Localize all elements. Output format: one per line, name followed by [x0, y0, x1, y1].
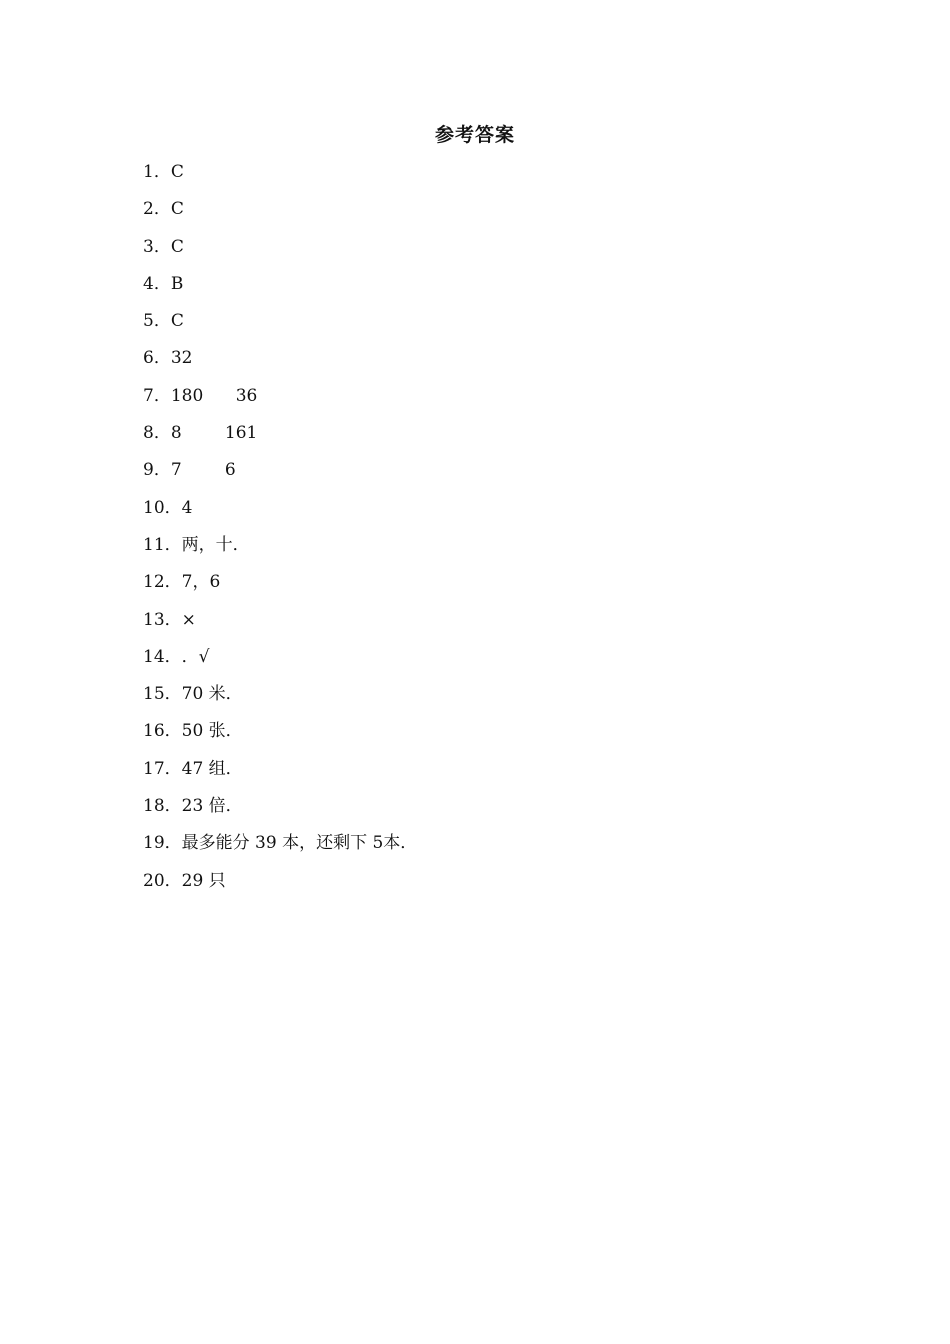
answer-item-6 [143, 346, 417, 383]
answer-item-1 [143, 160, 417, 197]
answer-item-12 [143, 570, 417, 607]
answer-value: ．√ [181, 646, 210, 667]
answer-number: 5． [143, 311, 171, 332]
answer-number: 14． [143, 646, 182, 667]
answer-item-20 [143, 869, 417, 906]
answer-value: C [170, 162, 184, 182]
answer-value: 7 6 [170, 460, 236, 481]
answer-item-18 [143, 794, 417, 831]
answer-number: 9． [143, 460, 171, 481]
answer-number: 15． [143, 684, 182, 705]
answer-item-10 [143, 496, 417, 533]
answer-number: 2． [143, 199, 171, 220]
answer-item-9 [143, 458, 417, 495]
answer-value: 29 只 [181, 870, 226, 891]
answer-item-3 [143, 235, 417, 272]
answer-value: 7，6 [181, 572, 221, 593]
answer-value: 50 张． [181, 721, 243, 742]
answer-item-16 [143, 719, 417, 756]
page-title: 参考答案 [434, 124, 515, 146]
answer-number: 3． [143, 236, 171, 257]
answer-value: 8 161 [170, 423, 258, 444]
answer-number: 6． [143, 348, 171, 369]
answer-item-19 [143, 831, 417, 868]
answer-number: 8． [143, 423, 171, 444]
answer-number: 19． [143, 833, 182, 854]
answer-number: 20． [143, 870, 182, 891]
answer-value: 32 [170, 348, 193, 369]
answer-value: 180 36 [170, 385, 258, 406]
answer-value: 47 组． [181, 758, 243, 779]
answer-number: 13． [143, 609, 182, 630]
answer-item-14 [143, 645, 417, 682]
answer-value: × [181, 609, 196, 630]
answer-item-13 [143, 608, 417, 645]
answer-item-8 [143, 421, 417, 458]
answer-number: 7． [143, 385, 171, 406]
answer-number: 11． [143, 534, 182, 555]
answer-value: 最多能分 39 本，还剩下 5本． [181, 833, 418, 854]
answer-list [143, 160, 417, 906]
answer-item-7 [143, 384, 417, 421]
answer-item-2 [143, 197, 417, 234]
answer-value: 23 倍． [181, 796, 243, 817]
answer-number: 17． [143, 758, 182, 779]
answer-number: 16． [143, 721, 182, 742]
answer-value: B [170, 273, 184, 294]
answer-value: C [170, 311, 184, 332]
answer-number: 12． [143, 572, 182, 593]
answer-item-5 [143, 309, 417, 346]
answer-number: 4． [143, 273, 171, 294]
answer-item-11 [143, 533, 417, 570]
answer-value: C [170, 199, 184, 220]
answer-item-17 [143, 757, 417, 794]
answer-number: 18． [143, 796, 182, 817]
answer-value: 70 米． [181, 684, 243, 705]
answer-value: C [170, 236, 184, 257]
answer-value: 4 [181, 497, 193, 518]
answer-item-4 [143, 272, 417, 309]
answer-item-15 [143, 682, 417, 719]
answer-value: 两，十． [181, 534, 250, 555]
answer-number: 10． [143, 497, 182, 518]
answer-number: 1． [143, 162, 171, 182]
